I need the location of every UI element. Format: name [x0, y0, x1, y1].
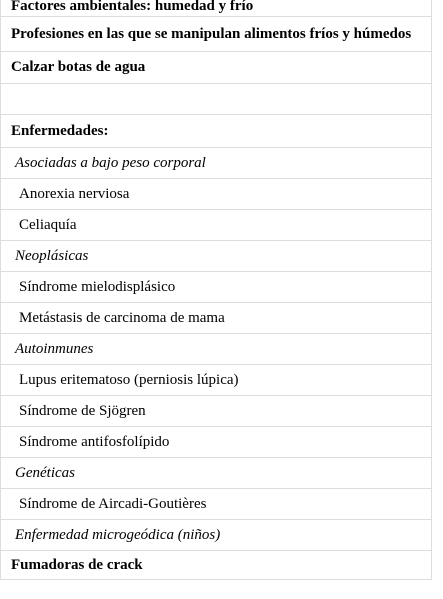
row-label: Síndrome mielodisplásico — [19, 278, 176, 295]
row-label: Enfermedad microgeódica (niños) — [15, 526, 221, 543]
row-label: Neoplásicas — [15, 247, 89, 264]
row-label: Síndrome de Aircadi-Goutières — [19, 495, 207, 512]
row-label: Genéticas — [15, 464, 75, 481]
row-label: Anorexia nerviosa — [19, 185, 130, 202]
table-row-environmental-factors — [0, 0, 432, 16]
row-label: Síndrome de Sjögren — [19, 402, 146, 419]
table-row-blank — [0, 83, 432, 114]
row-label: Síndrome antifosfolípido — [19, 433, 170, 450]
row-label: Autoinmunes — [15, 340, 94, 357]
table-row-sjogren — [0, 395, 432, 426]
row-label: Metástasis de carcinoma de mama — [19, 309, 225, 326]
table-row-category-neoplastic — [0, 240, 432, 271]
table-row-diseases-heading — [0, 114, 432, 147]
table-row-professions — [0, 16, 432, 51]
table-row-category-autoimmune — [0, 333, 432, 364]
row-label: Celiaquía — [19, 216, 77, 233]
table-row-crack-smokers — [0, 550, 432, 580]
table-row-category-low-weight — [0, 147, 432, 178]
table-row-lupus — [0, 364, 432, 395]
table-row-aicardi-goutieres — [0, 488, 432, 519]
row-label: Factores ambientales: humedad y frío — [11, 0, 254, 14]
table-row-category-genetic — [0, 457, 432, 488]
row-label: Profesiones en las que se manipulan alimentos fríos y húmedos — [11, 25, 412, 42]
row-label: Fumadoras de crack — [11, 556, 143, 573]
row-label: Enfermedades: — [11, 122, 109, 139]
table-row-anorexia — [0, 178, 432, 209]
table-row-myelodysplastic — [0, 271, 432, 302]
row-label: Calzar botas de agua — [11, 59, 146, 75]
table-row-antiphospholipid — [0, 426, 432, 457]
row-label: Lupus eritematoso (perniosis lúpica) — [19, 371, 239, 388]
row-label: Asociadas a bajo peso corporal — [15, 154, 206, 171]
table-row-microgeodic-disease — [0, 519, 432, 550]
table-row-celiac — [0, 209, 432, 240]
table-row-water-boots — [0, 51, 432, 83]
table-row-breast-metastasis — [0, 302, 432, 333]
